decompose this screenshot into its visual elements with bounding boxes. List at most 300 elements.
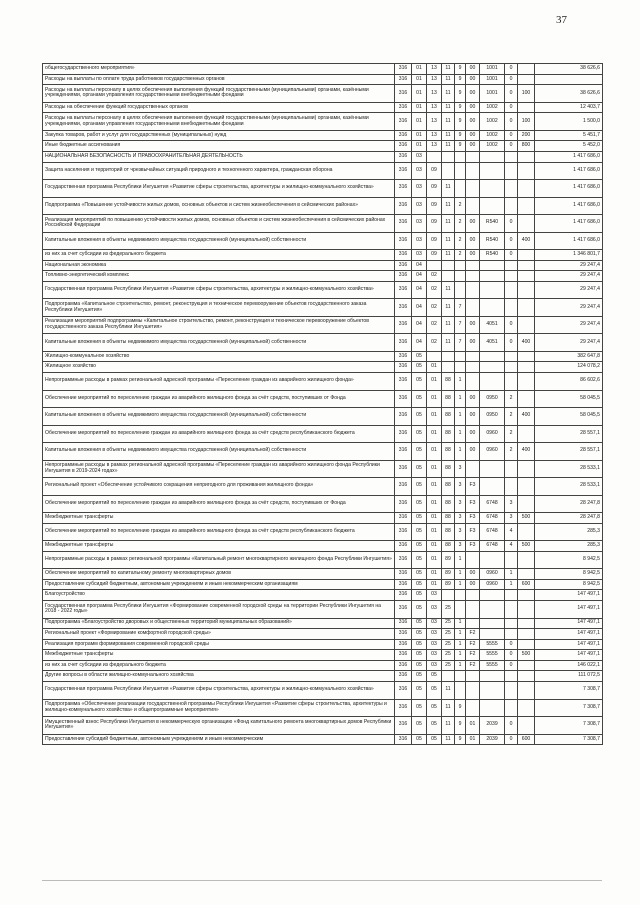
cell-subsection: 05 xyxy=(427,699,442,717)
cell-subsection: 03 xyxy=(427,639,442,650)
cell-subsectionogram-4: 4051 xyxy=(480,316,505,334)
cell-subsection: 03 xyxy=(427,618,442,629)
cell-admin: 316 xyxy=(395,250,412,261)
cell-subsectionogram-2: 9 xyxy=(455,102,466,113)
cell-admin: 316 xyxy=(395,74,412,85)
cell-name: Иные бюджетные ассигнования xyxy=(43,141,395,152)
table-row xyxy=(43,650,603,661)
cell-subsectionogram-5: 0 xyxy=(505,316,518,334)
cell-subsectionogram-2: 9 xyxy=(455,113,466,131)
cell-amount: 147 497,1 xyxy=(535,618,603,629)
cell-subsectionogram-3: 00 xyxy=(466,113,480,131)
cell-subsectionogram-3 xyxy=(466,682,480,700)
cell-name: Расходы на обеспечение функций государственных органов xyxy=(43,102,395,113)
cell-subsectionogram-2: 9 xyxy=(455,141,466,152)
cell-subsectionogram-4 xyxy=(480,551,505,569)
cell-subsectionogram-5 xyxy=(505,590,518,601)
cell-subsectionogram-4: 4051 xyxy=(480,334,505,352)
cell-subsectionogram-4 xyxy=(480,671,505,682)
cell-subsectionogram-5 xyxy=(505,151,518,162)
cell-expense-type xyxy=(518,460,535,478)
cell-subsectionogram-1: 88 xyxy=(442,390,455,408)
cell-subsectionogram-5 xyxy=(505,478,518,496)
cell-admin: 316 xyxy=(395,579,412,590)
cell-expense-type xyxy=(518,618,535,629)
cell-expense-type xyxy=(518,551,535,569)
table-row xyxy=(43,141,603,152)
cell-subsectionogram-4: 6748 xyxy=(480,513,505,524)
cell-subsection: 13 xyxy=(427,113,442,131)
cell-subsection: 02 xyxy=(427,334,442,352)
cell-subsection: 09 xyxy=(427,180,442,198)
cell-subsectionogram-1: 11 xyxy=(442,64,455,75)
cell-expense-type xyxy=(518,151,535,162)
cell-subsectionogram-4: 0950 xyxy=(480,390,505,408)
cell-subsectionogram-2 xyxy=(455,260,466,271)
cell-subsectionogram-1: 11 xyxy=(442,682,455,700)
cell-subsectionogram-5: 0 xyxy=(505,215,518,233)
cell-admin: 316 xyxy=(395,443,412,461)
cell-amount: 38 626,6 xyxy=(535,64,603,75)
cell-amount: 382 647,8 xyxy=(535,351,603,362)
cell-expense-type xyxy=(518,299,535,317)
cell-subsectionogram-3: 00 xyxy=(466,334,480,352)
cell-subsectionogram-2: 2 xyxy=(455,250,466,261)
table-row xyxy=(43,629,603,640)
cell-subsectionogram-4: 0960 xyxy=(480,579,505,590)
table-row xyxy=(43,390,603,408)
cell-amount: 28 533,1 xyxy=(535,460,603,478)
cell-name: Реализация программ формирования современной городской среды xyxy=(43,639,395,650)
cell-name: Жилищное хозяйство xyxy=(43,362,395,373)
cell-expense-type xyxy=(518,390,535,408)
cell-subsectionogram-1: 88 xyxy=(442,373,455,391)
table-row xyxy=(43,180,603,198)
cell-subsection: 01 xyxy=(427,425,442,443)
cell-section: 05 xyxy=(412,590,427,601)
table-row xyxy=(43,250,603,261)
cell-subsectionogram-5: 0 xyxy=(505,74,518,85)
cell-subsectionogram-1: 11 xyxy=(442,130,455,141)
cell-name: Расходы на выплаты персоналу в целях обеспечения выполнения функций государственными (муниципальными) органами, казёнными учреждениями, органами управления государственными внебюджетными фондами xyxy=(43,85,395,103)
cell-expense-type xyxy=(518,197,535,215)
cell-subsectionogram-2: 1 xyxy=(455,443,466,461)
cell-name: Обеспечение мероприятий по капитальному ремонту многоквартирных домов xyxy=(43,569,395,580)
cell-name: из них за счет субсидии из федерального бюджета xyxy=(43,660,395,671)
cell-expense-type: 100 xyxy=(518,113,535,131)
cell-name: Непрограммные расходы в рамках региональной программы «Капитальный ремонт многоквартирного жилищного фонда Республики Ингушетия» xyxy=(43,551,395,569)
cell-subsectionogram-4: 0960 xyxy=(480,443,505,461)
cell-expense-type xyxy=(518,717,535,735)
cell-amount: 5 451,7 xyxy=(535,130,603,141)
cell-subsectionogram-4: 2039 xyxy=(480,734,505,745)
table-row xyxy=(43,334,603,352)
cell-expense-type xyxy=(518,601,535,619)
cell-expense-type xyxy=(518,64,535,75)
cell-subsectionogram-2: 7 xyxy=(455,334,466,352)
cell-subsectionogram-2: 7 xyxy=(455,299,466,317)
cell-section: 05 xyxy=(412,351,427,362)
cell-subsectionogram-5: 2 xyxy=(505,425,518,443)
cell-name: Подпрограмма «Капитальное строительство, ремонт, реконструкция и техническое перевооружение объектов государственного заказа Республики Ингушетия» xyxy=(43,299,395,317)
cell-name: Государственная программа Республики Ингушетия «Развитие сферы строительства, архитектуры и жилищно-коммунального хозяйства» xyxy=(43,682,395,700)
cell-subsectionogram-4 xyxy=(480,590,505,601)
table-row xyxy=(43,717,603,735)
cell-subsectionogram-2 xyxy=(455,281,466,299)
cell-subsectionogram-2: 1 xyxy=(455,569,466,580)
cell-subsectionogram-1: 11 xyxy=(442,717,455,735)
cell-subsectionogram-3 xyxy=(466,260,480,271)
cell-subsectionogram-4 xyxy=(480,281,505,299)
cell-section: 05 xyxy=(412,650,427,661)
cell-section: 05 xyxy=(412,671,427,682)
cell-name: Расходы на выплаты по оплате труда работников государственных органов xyxy=(43,74,395,85)
cell-subsection: 13 xyxy=(427,141,442,152)
cell-subsectionogram-2 xyxy=(455,151,466,162)
cell-name: Благоустройство xyxy=(43,590,395,601)
cell-amount xyxy=(535,74,603,85)
cell-expense-type xyxy=(518,478,535,496)
cell-subsectionogram-1 xyxy=(442,362,455,373)
cell-subsectionogram-4: R540 xyxy=(480,215,505,233)
cell-subsectionogram-1: 88 xyxy=(442,513,455,524)
cell-subsection: 13 xyxy=(427,130,442,141)
table-row xyxy=(43,513,603,524)
cell-subsectionogram-1 xyxy=(442,162,455,180)
cell-name: Имущественный взнос Республики Ингушетия в некоммерческую организацию «Фонд капитального ремонта многоквартирных домов Республики Ингушетия» xyxy=(43,717,395,735)
cell-subsection: 01 xyxy=(427,513,442,524)
cell-name: Межбюджетные трансферты xyxy=(43,650,395,661)
table-row xyxy=(43,113,603,131)
cell-admin: 316 xyxy=(395,215,412,233)
cell-subsectionogram-1: 25 xyxy=(442,601,455,619)
cell-subsectionogram-3 xyxy=(466,299,480,317)
cell-expense-type xyxy=(518,699,535,717)
cell-amount: 1 417 686,0 xyxy=(535,232,603,250)
cell-subsectionogram-4 xyxy=(480,682,505,700)
cell-amount: 8 942,5 xyxy=(535,579,603,590)
cell-amount: 285,3 xyxy=(535,541,603,552)
cell-admin: 316 xyxy=(395,299,412,317)
cell-subsectionogram-3: 00 xyxy=(466,569,480,580)
cell-name: Капитальные вложения в объекты недвижимого имущества государственной (муниципальной) собственности xyxy=(43,232,395,250)
table-row xyxy=(43,671,603,682)
cell-amount: 285,3 xyxy=(535,523,603,541)
cell-subsectionogram-3 xyxy=(466,271,480,282)
table-row xyxy=(43,74,603,85)
cell-subsectionogram-5 xyxy=(505,362,518,373)
cell-subsectionogram-4: 1002 xyxy=(480,130,505,141)
cell-amount: 147 497,1 xyxy=(535,629,603,640)
cell-admin: 316 xyxy=(395,64,412,75)
cell-subsectionogram-1: 88 xyxy=(442,443,455,461)
table-row xyxy=(43,316,603,334)
table-row xyxy=(43,495,603,513)
page-number: 37 xyxy=(556,14,567,26)
cell-amount: 28 557,1 xyxy=(535,425,603,443)
cell-name: Топливно-энергетический комплекс xyxy=(43,271,395,282)
cell-section: 01 xyxy=(412,74,427,85)
cell-subsectionogram-5: 0 xyxy=(505,141,518,152)
cell-subsectionogram-4 xyxy=(480,629,505,640)
cell-subsectionogram-5: 4 xyxy=(505,541,518,552)
cell-subsectionogram-5: 0 xyxy=(505,250,518,261)
cell-subsectionogram-5: 0 xyxy=(505,85,518,103)
footer-rule xyxy=(42,880,602,881)
cell-name: Обеспечение мероприятий по переселению граждан из аварийного жилищного фонда за счёт средств республиканского бюджета xyxy=(43,523,395,541)
table-row xyxy=(43,351,603,362)
cell-subsectionogram-2: 9 xyxy=(455,717,466,735)
cell-subsectionogram-4: R540 xyxy=(480,232,505,250)
cell-expense-type xyxy=(518,162,535,180)
cell-subsectionogram-3 xyxy=(466,590,480,601)
cell-admin: 316 xyxy=(395,316,412,334)
cell-section: 03 xyxy=(412,151,427,162)
cell-admin: 316 xyxy=(395,569,412,580)
cell-expense-type: 400 xyxy=(518,443,535,461)
cell-subsectionogram-1 xyxy=(442,151,455,162)
cell-admin: 316 xyxy=(395,495,412,513)
cell-subsectionogram-1: 89 xyxy=(442,551,455,569)
cell-subsection: 09 xyxy=(427,197,442,215)
cell-subsectionogram-3: 00 xyxy=(466,130,480,141)
cell-subsectionogram-3: 00 xyxy=(466,215,480,233)
cell-subsectionogram-5: 0 xyxy=(505,650,518,661)
cell-admin: 316 xyxy=(395,271,412,282)
cell-subsectionogram-2 xyxy=(455,682,466,700)
cell-admin: 316 xyxy=(395,717,412,735)
cell-subsectionogram-3: 00 xyxy=(466,408,480,426)
cell-expense-type xyxy=(518,260,535,271)
table-row xyxy=(43,551,603,569)
cell-subsectionogram-2: 1 xyxy=(455,373,466,391)
cell-expense-type xyxy=(518,523,535,541)
cell-subsectionogram-5: 4 xyxy=(505,523,518,541)
cell-subsectionogram-2 xyxy=(455,162,466,180)
table-row xyxy=(43,569,603,580)
cell-subsection: 02 xyxy=(427,281,442,299)
cell-subsectionogram-4 xyxy=(480,618,505,629)
cell-expense-type xyxy=(518,639,535,650)
cell-subsectionogram-2: 2 xyxy=(455,232,466,250)
cell-section: 05 xyxy=(412,579,427,590)
cell-admin: 316 xyxy=(395,113,412,131)
cell-subsectionogram-2 xyxy=(455,590,466,601)
cell-subsectionogram-2: 7 xyxy=(455,316,466,334)
cell-subsectionogram-2: 1 xyxy=(455,650,466,661)
cell-subsectionogram-2 xyxy=(455,601,466,619)
cell-subsectionogram-5: 0 xyxy=(505,130,518,141)
cell-subsectionogram-1: 11 xyxy=(442,250,455,261)
cell-section: 04 xyxy=(412,299,427,317)
cell-admin: 316 xyxy=(395,590,412,601)
cell-admin: 316 xyxy=(395,425,412,443)
cell-amount: 29 247,4 xyxy=(535,271,603,282)
cell-subsectionogram-4: 1001 xyxy=(480,74,505,85)
cell-amount: 29 247,4 xyxy=(535,260,603,271)
cell-subsectionogram-1: 11 xyxy=(442,699,455,717)
cell-subsectionogram-1 xyxy=(442,351,455,362)
cell-subsectionogram-2: 3 xyxy=(455,478,466,496)
cell-amount: 1 500,0 xyxy=(535,113,603,131)
cell-subsectionogram-5 xyxy=(505,551,518,569)
cell-subsectionogram-5: 0 xyxy=(505,334,518,352)
cell-subsectionogram-5: 2 xyxy=(505,408,518,426)
cell-subsectionogram-3: F3 xyxy=(466,495,480,513)
cell-amount: 147 497,1 xyxy=(535,650,603,661)
cell-subsectionogram-5 xyxy=(505,281,518,299)
cell-name: Предоставление субсидий бюджетным, автономным учреждениям и иным некоммерческим xyxy=(43,734,395,745)
table-row xyxy=(43,660,603,671)
cell-subsectionogram-3: F3 xyxy=(466,478,480,496)
cell-amount: 28 533,1 xyxy=(535,478,603,496)
cell-admin: 316 xyxy=(395,408,412,426)
cell-subsection: 01 xyxy=(427,495,442,513)
cell-subsection: 01 xyxy=(427,408,442,426)
cell-subsectionogram-1 xyxy=(442,590,455,601)
cell-admin: 316 xyxy=(395,141,412,152)
cell-subsection: 03 xyxy=(427,601,442,619)
cell-admin: 316 xyxy=(395,551,412,569)
cell-section: 05 xyxy=(412,682,427,700)
cell-section: 05 xyxy=(412,523,427,541)
cell-subsection: 01 xyxy=(427,478,442,496)
cell-subsectionogram-4: 5555 xyxy=(480,650,505,661)
cell-section: 03 xyxy=(412,162,427,180)
cell-subsection: 03 xyxy=(427,590,442,601)
cell-name: Реализация мероприятий подпрограммы «Капитальное строительство, ремонт, реконструкция и техническое перевооружение объектов государственного заказа Республики Ингушетия» xyxy=(43,316,395,334)
cell-amount: 29 247,4 xyxy=(535,334,603,352)
cell-subsectionogram-5 xyxy=(505,271,518,282)
cell-name: Государственная программа Республики Ингушетия «Формирование современной городской среды на территории Республики Ингушетия на 2018 - 2022 годы» xyxy=(43,601,395,619)
cell-section: 03 xyxy=(412,197,427,215)
cell-expense-type xyxy=(518,682,535,700)
cell-section: 05 xyxy=(412,601,427,619)
cell-subsection: 01 xyxy=(427,443,442,461)
cell-subsection: 01 xyxy=(427,523,442,541)
cell-subsectionogram-2: 1 xyxy=(455,618,466,629)
cell-admin: 316 xyxy=(395,699,412,717)
cell-subsectionogram-2 xyxy=(455,671,466,682)
table-row xyxy=(43,64,603,75)
cell-subsectionogram-5 xyxy=(505,260,518,271)
cell-name: Обеспечение мероприятий по переселению граждан из аварийного жилищного фонда за счёт средств республиканского бюджета xyxy=(43,425,395,443)
cell-subsectionogram-5 xyxy=(505,180,518,198)
cell-subsectionogram-5: 2 xyxy=(505,443,518,461)
cell-amount: 1 346 801,7 xyxy=(535,250,603,261)
cell-expense-type xyxy=(518,671,535,682)
cell-subsectionogram-4 xyxy=(480,351,505,362)
cell-admin: 316 xyxy=(395,260,412,271)
cell-subsectionogram-4: 0960 xyxy=(480,569,505,580)
table-row xyxy=(43,130,603,141)
cell-admin: 316 xyxy=(395,334,412,352)
cell-name: Региональный проект «Обеспечение устойчивого сокращения непригодного для проживания жилищного фонда» xyxy=(43,478,395,496)
cell-section: 01 xyxy=(412,64,427,75)
cell-name: Региональный проект «Формирование комфортной городской среды» xyxy=(43,629,395,640)
cell-subsectionogram-1 xyxy=(442,671,455,682)
cell-subsectionogram-3: F3 xyxy=(466,513,480,524)
cell-admin: 316 xyxy=(395,541,412,552)
table-row xyxy=(43,618,603,629)
cell-subsectionogram-4: 5555 xyxy=(480,660,505,671)
cell-name: Подпрограмма «Благоустройство дворовых и общественных территорий муниципальных образований» xyxy=(43,618,395,629)
cell-expense-type xyxy=(518,590,535,601)
cell-subsection: 05 xyxy=(427,682,442,700)
cell-subsectionogram-2: 3 xyxy=(455,513,466,524)
cell-subsectionogram-5 xyxy=(505,682,518,700)
cell-section: 03 xyxy=(412,232,427,250)
cell-subsection: 03 xyxy=(427,650,442,661)
cell-subsectionogram-5: 0 xyxy=(505,113,518,131)
cell-subsectionogram-3: F2 xyxy=(466,660,480,671)
cell-subsectionogram-2: 1 xyxy=(455,551,466,569)
cell-amount: 38 626,6 xyxy=(535,85,603,103)
cell-subsectionogram-5: 0 xyxy=(505,734,518,745)
cell-subsectionogram-2: 1 xyxy=(455,408,466,426)
cell-subsectionogram-3: 00 xyxy=(466,579,480,590)
cell-subsectionogram-5: 2 xyxy=(505,390,518,408)
cell-subsection: 02 xyxy=(427,316,442,334)
cell-expense-type: 100 xyxy=(518,85,535,103)
table-row xyxy=(43,85,603,103)
table-row xyxy=(43,281,603,299)
cell-amount: 147 497,1 xyxy=(535,590,603,601)
cell-subsection: 09 xyxy=(427,215,442,233)
cell-subsection: 05 xyxy=(427,734,442,745)
cell-admin: 316 xyxy=(395,197,412,215)
table-row xyxy=(43,523,603,541)
cell-name: общегосударственного мероприятия» xyxy=(43,64,395,75)
cell-subsectionogram-4: 0960 xyxy=(480,425,505,443)
cell-name: Реализация мероприятий по повышению устойчивости жилых домов, основных объектов и систем жизнеобеспечения в сейсмических районах Российской Федерации xyxy=(43,215,395,233)
cell-name: Другие вопросы в области жилищно-коммунального хозяйства xyxy=(43,671,395,682)
cell-subsectionogram-4 xyxy=(480,373,505,391)
cell-subsectionogram-3 xyxy=(466,551,480,569)
cell-subsectionogram-3 xyxy=(466,460,480,478)
cell-subsectionogram-3 xyxy=(466,281,480,299)
cell-amount: 5 452,0 xyxy=(535,141,603,152)
cell-section: 05 xyxy=(412,717,427,735)
cell-subsectionogram-3: F3 xyxy=(466,523,480,541)
cell-name: Обеспечение мероприятий по переселению граждан из аварийного жилищного фонда за счёт средств, поступивших от Фонда xyxy=(43,495,395,513)
cell-subsectionogram-4 xyxy=(480,460,505,478)
cell-subsectionogram-4 xyxy=(480,180,505,198)
cell-amount: 7 308,7 xyxy=(535,717,603,735)
cell-subsection: 13 xyxy=(427,74,442,85)
cell-expense-type xyxy=(518,281,535,299)
cell-expense-type: 400 xyxy=(518,334,535,352)
cell-subsectionogram-4 xyxy=(480,478,505,496)
cell-subsectionogram-5: 0 xyxy=(505,717,518,735)
cell-expense-type xyxy=(518,495,535,513)
cell-subsectionogram-4 xyxy=(480,271,505,282)
cell-subsection: 13 xyxy=(427,85,442,103)
cell-section: 03 xyxy=(412,180,427,198)
table-row xyxy=(43,478,603,496)
cell-amount: 86 602,6 xyxy=(535,373,603,391)
cell-admin: 316 xyxy=(395,130,412,141)
cell-subsection xyxy=(427,151,442,162)
cell-amount: 58 045,5 xyxy=(535,390,603,408)
cell-expense-type xyxy=(518,629,535,640)
cell-subsection: 05 xyxy=(427,717,442,735)
table-row xyxy=(43,215,603,233)
cell-amount: 1 417 686,0 xyxy=(535,151,603,162)
cell-name: Межбюджетные трансферты xyxy=(43,513,395,524)
cell-amount: 29 247,4 xyxy=(535,281,603,299)
cell-subsectionogram-2: 3 xyxy=(455,460,466,478)
